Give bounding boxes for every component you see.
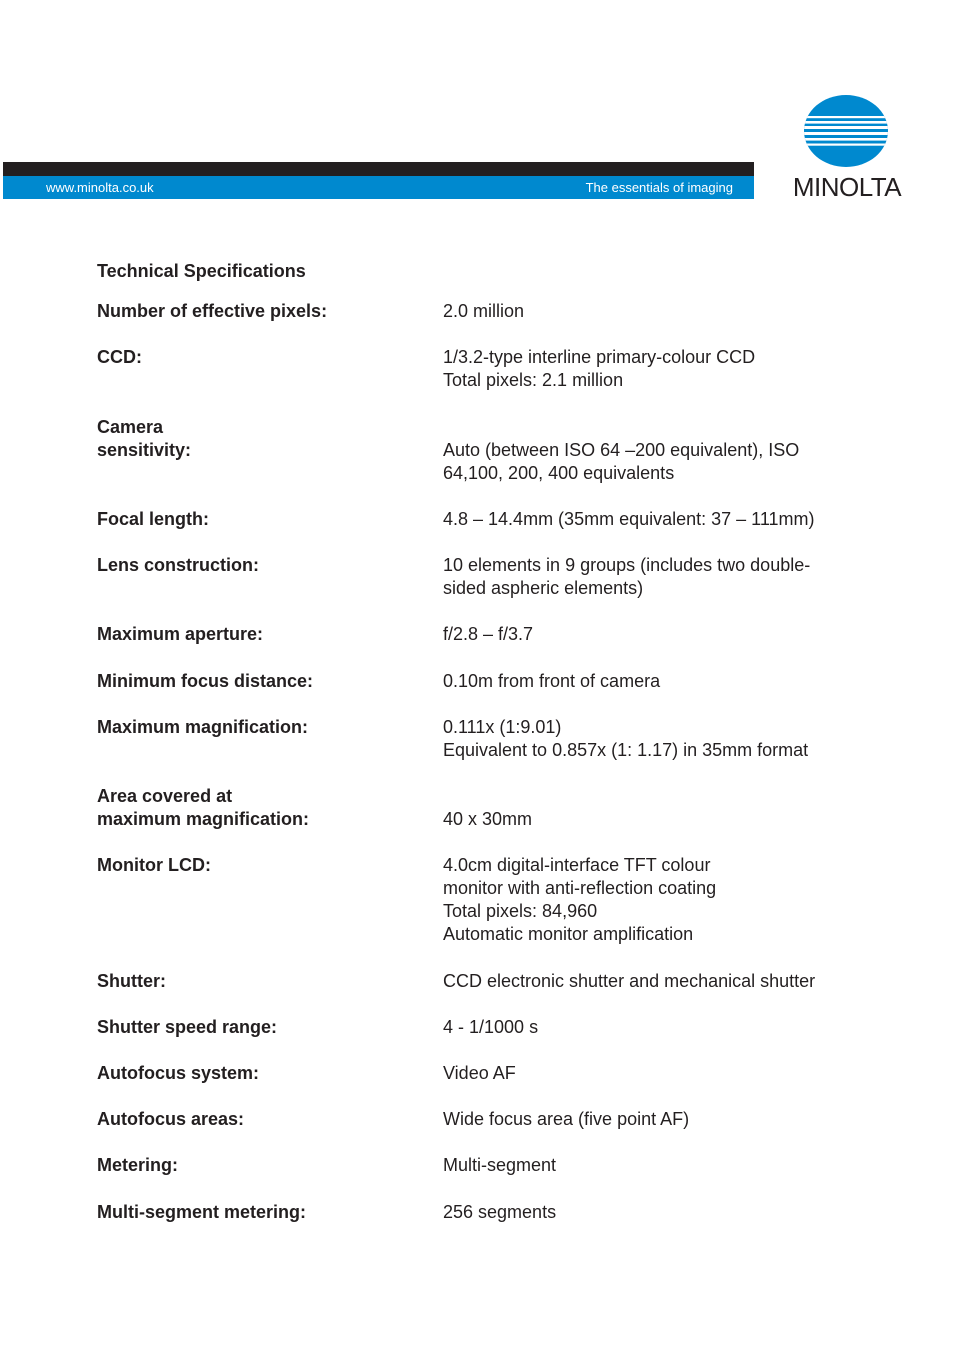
spec-label: Lens construction:	[97, 555, 260, 575]
spec-label: CCD:	[97, 347, 142, 367]
logo-text: MINOLTA	[792, 172, 902, 202]
spec-label: Maximum aperture:	[97, 624, 264, 644]
spec-value-line: Automatic monitor amplification	[443, 924, 694, 944]
spec-label: Multi-segment metering:	[97, 1202, 307, 1222]
spec-value	[443, 623, 863, 646]
spec-value-line: f/2.8 – f/3.7	[443, 624, 534, 644]
spec-value-line: sided aspheric elements)	[443, 578, 644, 598]
tagline: The essentials of imaging	[585, 180, 733, 195]
spec-value	[443, 300, 863, 323]
spec-label: Shutter:	[97, 971, 166, 991]
spec-value	[443, 1016, 863, 1039]
spec-value-line: 1/3.2-type interline primary-colour CCD	[443, 347, 756, 367]
spec-label: Number of effective pixels:	[97, 301, 328, 321]
spec-value-line: 0.111x (1:9.01)	[443, 717, 562, 737]
spec-value	[443, 970, 863, 993]
spec-label: Area covered at maximum magnification:	[97, 786, 310, 829]
spec-label: Autofocus areas:	[97, 1109, 245, 1129]
spec-value	[443, 508, 863, 531]
spec-value-line: monitor with anti-reflection coating	[443, 878, 717, 898]
spec-value-line: CCD electronic shutter and mechanical shutter	[443, 971, 816, 991]
minolta-globe-icon	[803, 94, 889, 168]
spec-value	[443, 670, 863, 693]
header-dark-band	[3, 162, 754, 176]
spec-value-line: Equivalent to 0.857x (1: 1.17) in 35mm format	[443, 740, 809, 760]
website-url[interactable]: www.minolta.co.uk	[46, 180, 154, 195]
spec-value-line: Wide focus area (five point AF)	[443, 1109, 690, 1129]
spec-value	[443, 439, 863, 485]
spec-label: Metering:	[97, 1155, 178, 1175]
spec-value-line: Video AF	[443, 1063, 516, 1083]
spec-value-line: Multi-segment	[443, 1155, 557, 1175]
minolta-logo	[786, 94, 908, 204]
spec-value	[443, 716, 863, 762]
spec-value-line: 4.8 – 14.4mm (35mm equivalent: 37 – 111mm)	[443, 509, 815, 529]
spec-value	[443, 554, 863, 600]
spec-value-line: Auto (between ISO 64 –200 equivalent), ISO	[443, 440, 800, 460]
spec-value-line: Total pixels: 2.1 million	[443, 370, 624, 390]
spec-value-line: 2.0 million	[443, 301, 525, 321]
spec-label: Shutter speed range:	[97, 1017, 278, 1037]
spec-value-line: 4.0cm digital-interface TFT colour	[443, 855, 711, 875]
spec-label: Focal length:	[97, 509, 209, 529]
spec-value-line: 40 x 30mm	[443, 809, 533, 829]
spec-value-line: 0.10m from front of camera	[443, 671, 661, 691]
header-blue-band	[3, 176, 754, 199]
spec-label: Monitor LCD:	[97, 855, 211, 875]
spec-label: Minimum focus distance:	[97, 671, 314, 691]
spec-value	[443, 854, 863, 946]
spec-label: Maximum magnification:	[97, 717, 309, 737]
spec-value-line: 10 elements in 9 groups (includes two double-	[443, 555, 811, 575]
spec-value	[443, 1201, 863, 1224]
spec-label: Autofocus system:	[97, 1063, 260, 1083]
spec-value-line: 4 - 1/1000 s	[443, 1017, 539, 1037]
spec-value	[443, 1154, 863, 1177]
spec-value-line: 64,100, 200, 400 equivalents	[443, 463, 675, 483]
spec-value	[443, 346, 863, 392]
page-title: Technical Specifications	[97, 261, 306, 281]
spec-value	[443, 1062, 863, 1085]
spec-value	[443, 808, 863, 831]
spec-label: Camera sensitivity:	[97, 417, 192, 460]
spec-value	[443, 1108, 863, 1131]
spec-value-line: 256 segments	[443, 1202, 557, 1222]
spec-value-line: Total pixels: 84,960	[443, 901, 598, 921]
